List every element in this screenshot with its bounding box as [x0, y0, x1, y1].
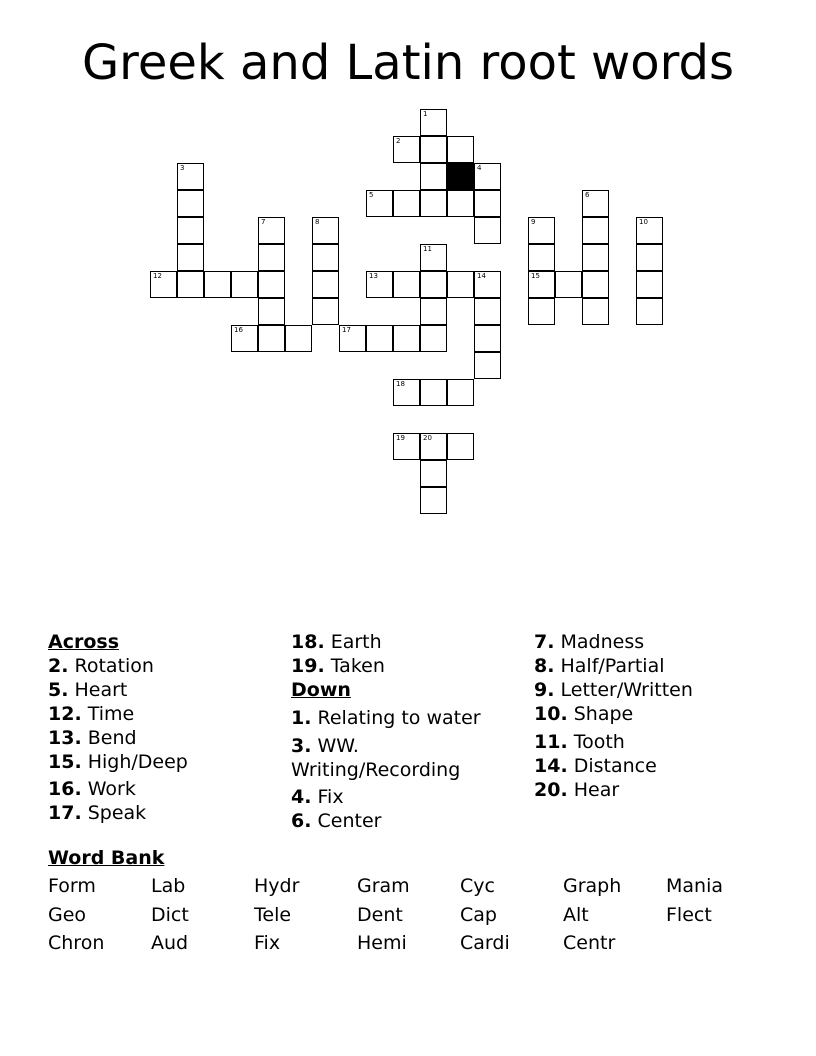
clues-column-1	[48, 630, 188, 825]
clue-across-15: 15. High/Deep	[48, 751, 188, 773]
clue-number: 2	[396, 137, 401, 145]
grid-cell[interactable]	[582, 271, 609, 298]
clue-down-6: 6. Center	[291, 810, 382, 832]
grid-cell[interactable]	[420, 325, 447, 352]
clue-number: 13	[369, 272, 378, 280]
clue-number: 17	[342, 326, 351, 334]
grid-cell[interactable]	[582, 190, 609, 217]
grid-cell[interactable]	[177, 190, 204, 217]
word-bank-item: Chron	[48, 932, 105, 954]
grid-cell[interactable]	[474, 271, 501, 298]
clue-down-3: 3. WW.	[291, 735, 359, 757]
grid-cell[interactable]	[177, 163, 204, 190]
word-bank-item: Hemi	[357, 932, 407, 954]
word-bank-item: Alt	[563, 904, 589, 926]
word-bank-item: Hydr	[254, 875, 300, 897]
grid-cell[interactable]	[420, 190, 447, 217]
grid-cell[interactable]	[636, 298, 663, 325]
grid-cell[interactable]	[420, 298, 447, 325]
clue-across-19: 19. Taken	[291, 655, 385, 677]
grid-cell[interactable]	[474, 352, 501, 379]
clue-number: 19	[396, 434, 405, 442]
grid-cell[interactable]	[447, 379, 474, 406]
clue-number: 3	[180, 164, 185, 172]
clue-down-7: 7. Madness	[534, 631, 645, 653]
grid-cell[interactable]	[582, 217, 609, 244]
grid-cell[interactable]	[393, 190, 420, 217]
word-bank-item: Mania	[666, 875, 723, 897]
word-bank-item: Cyc	[460, 875, 495, 897]
word-bank-item: Flect	[666, 904, 712, 926]
grid-cell[interactable]	[150, 271, 177, 298]
word-bank-item: Fix	[254, 932, 281, 954]
grid-cell[interactable]	[447, 433, 474, 460]
clue-number: 4	[477, 164, 482, 172]
grid-cell[interactable]	[231, 325, 258, 352]
grid-cell[interactable]	[474, 190, 501, 217]
clues-column-2	[291, 630, 481, 833]
clue-across-18: 18. Earth	[291, 631, 382, 653]
grid-cell[interactable]	[474, 298, 501, 325]
clue-number: 5	[369, 191, 374, 199]
clue-number: 15	[531, 272, 540, 280]
grid-cell[interactable]	[366, 325, 393, 352]
grid-cell[interactable]	[474, 325, 501, 352]
grid-cell[interactable]	[420, 244, 447, 271]
clue-across-5: 5. Heart	[48, 679, 128, 701]
clues-column-3	[534, 630, 693, 802]
clue-number: 14	[477, 272, 486, 280]
clue-number: 18	[396, 380, 405, 388]
clue-down-10: 10. Shape	[534, 703, 634, 725]
grid-cell[interactable]	[393, 136, 420, 163]
grid-cell[interactable]	[555, 271, 582, 298]
grid-cell[interactable]	[366, 271, 393, 298]
black-square	[447, 163, 474, 190]
clue-down-8: 8. Half/Partial	[534, 655, 665, 677]
word-bank-item: Gram	[357, 875, 410, 897]
grid-cell[interactable]	[312, 217, 339, 244]
grid-cell[interactable]	[420, 433, 447, 460]
clue-number: 20	[423, 434, 432, 442]
grid-cell[interactable]	[582, 298, 609, 325]
clue-number: 6	[585, 191, 590, 199]
clue-across-2: 2. Rotation	[48, 655, 154, 677]
clue-down-20: 20. Hear	[534, 779, 620, 801]
word-bank-item: Dent	[357, 904, 403, 926]
word-bank-item: Graph	[563, 875, 622, 897]
grid-cell[interactable]	[528, 244, 555, 271]
word-bank-item: Tele	[254, 904, 292, 926]
grid-cell[interactable]	[528, 298, 555, 325]
word-bank-item: Lab	[151, 875, 186, 897]
grid-cell[interactable]	[285, 325, 312, 352]
grid-cell[interactable]	[177, 271, 204, 298]
grid-cell[interactable]	[447, 190, 474, 217]
clue-across-13: 13. Bend	[48, 727, 137, 749]
clue-down-4: 4. Fix	[291, 786, 344, 808]
clue-number: 7	[261, 218, 266, 226]
grid-cell[interactable]	[393, 433, 420, 460]
word-bank-item: Cap	[460, 904, 497, 926]
clue-across-12: 12. Time	[48, 703, 135, 725]
word-bank-item: Form	[48, 875, 96, 897]
grid-cell[interactable]	[420, 460, 447, 487]
clue-number: 10	[639, 218, 648, 226]
clue-number: 9	[531, 218, 536, 226]
grid-cell[interactable]	[258, 325, 285, 352]
clue-down-1: 1. Relating to water	[291, 707, 481, 729]
clue-number: 8	[315, 218, 320, 226]
grid-cell[interactable]	[447, 271, 474, 298]
grid-cell[interactable]	[258, 244, 285, 271]
word-bank-heading: Word Bank	[48, 847, 165, 869]
grid-cell[interactable]	[636, 217, 663, 244]
clue-number: 1	[423, 110, 428, 118]
grid-cell[interactable]	[528, 217, 555, 244]
page-title: Greek and Latin root words	[81, 35, 735, 91]
grid-cell[interactable]	[420, 163, 447, 190]
grid-cell[interactable]	[393, 271, 420, 298]
clue-down-3-cont: Writing/Recording	[291, 759, 461, 781]
word-bank-item: Aud	[151, 932, 189, 954]
grid-cell[interactable]	[420, 487, 447, 514]
grid-cell[interactable]	[636, 244, 663, 271]
grid-cell[interactable]	[312, 244, 339, 271]
grid-cell[interactable]	[312, 271, 339, 298]
clue-down-14: 14. Distance	[534, 755, 657, 777]
grid-cell[interactable]	[528, 271, 555, 298]
grid-cell[interactable]	[447, 136, 474, 163]
clue-across-16: 16. Work	[48, 778, 136, 800]
grid-cell[interactable]	[231, 271, 258, 298]
grid-cell[interactable]	[393, 379, 420, 406]
grid-cell[interactable]	[366, 190, 393, 217]
grid-cell[interactable]	[177, 217, 204, 244]
grid-cell[interactable]	[258, 217, 285, 244]
grid-cell[interactable]	[393, 325, 420, 352]
grid-cell[interactable]	[258, 298, 285, 325]
grid-cell[interactable]	[204, 271, 231, 298]
grid-cell[interactable]	[420, 379, 447, 406]
grid-cell[interactable]	[582, 244, 609, 271]
clue-down-11: 11. Tooth	[534, 731, 625, 753]
grid-cell[interactable]	[420, 109, 447, 136]
grid-cell[interactable]	[258, 271, 285, 298]
clue-number: 12	[153, 272, 162, 280]
grid-cell[interactable]	[420, 271, 447, 298]
word-bank-item: Centr	[563, 932, 616, 954]
grid-cell[interactable]	[636, 271, 663, 298]
word-bank-item: Geo	[48, 904, 87, 926]
grid-cell[interactable]	[339, 325, 366, 352]
grid-cell[interactable]	[474, 217, 501, 244]
grid-cell[interactable]	[474, 163, 501, 190]
grid-cell[interactable]	[420, 136, 447, 163]
down-heading: Down	[291, 679, 351, 701]
word-bank-item: Cardi	[460, 932, 510, 954]
across-heading: Across	[48, 631, 120, 653]
clue-number: 16	[234, 326, 243, 334]
clue-down-9: 9. Letter/Written	[534, 679, 693, 701]
clue-across-17: 17. Speak	[48, 802, 147, 824]
clue-number: 11	[423, 245, 432, 253]
grid-cell[interactable]	[312, 298, 339, 325]
grid-cell[interactable]	[177, 244, 204, 271]
word-bank-item: Dict	[151, 904, 189, 926]
